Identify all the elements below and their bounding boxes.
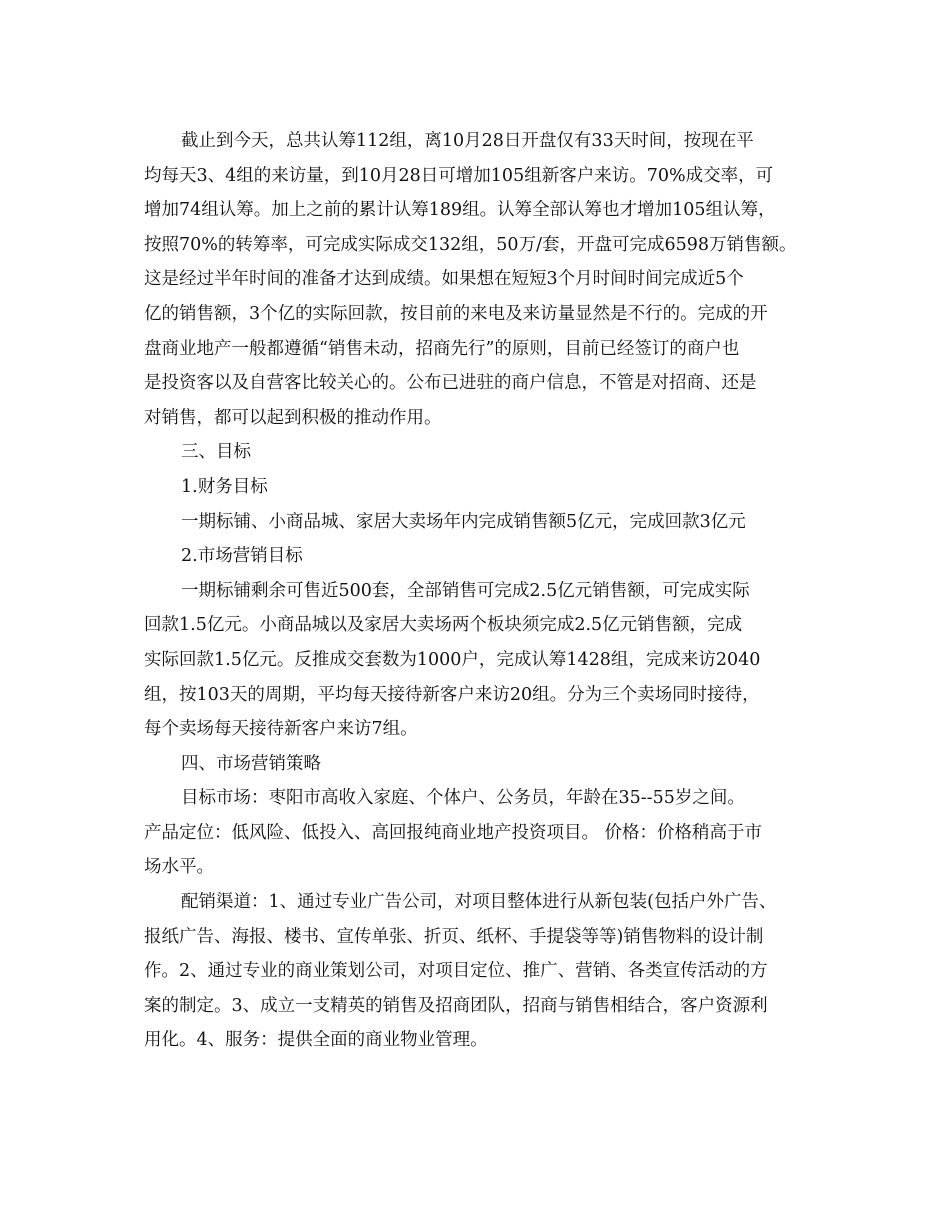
paragraph-line: 均每天3、4组的来访量，到10月28日可增加105组新客户来访。70%成交率，可 <box>144 165 774 186</box>
paragraph-line: 亿的销售额，3个亿的实际回款，按目前的来电及来访量显然是不行的。完成的开 <box>144 303 768 324</box>
document-body <box>144 124 834 1058</box>
paragraph-line: 实际回款1.5亿元。反推成交套数为1000户，完成认筹1428组，完成来访2040 <box>144 649 761 670</box>
paragraph-line: 截止到今天，总共认筹112组，离10月28日开盘仅有33天时间，按现在平 <box>181 131 754 151</box>
paragraph-line: 目标市场：枣阳市高收入家庭、个体户、公务员，年龄在35--55岁之间。 <box>181 788 745 809</box>
section-heading-marketing-strategy: 四、市场营销策略 <box>181 753 321 774</box>
paragraph-line: 报纸广告、海报、楼书、宣传单张、折页、纸杯、手提袋等等)销售物料的设计制 <box>144 926 764 947</box>
paragraph-line: 一期标铺、小商品城、家居大卖场年内完成销售额5亿元，完成回款3亿元 <box>181 511 746 532</box>
subheading-financial-goals: 1.财务目标 <box>181 476 268 497</box>
paragraph-line: 产品定位：低风险、低投入、高回报纯商业地产投资项目。 价格：价格稍高于市 <box>144 822 763 843</box>
paragraph-line: 回款1.5亿元。小商品城以及家居大卖场两个板块须完成2.5亿元销售额，完成 <box>144 615 743 636</box>
paragraph-line: 一期标铺剩余可售近500套，全部销售可完成2.5亿元销售额，可完成实际 <box>181 580 750 601</box>
paragraph-line: 组，按103天的周期，平均每天接待新客户来访20组。分为三个卖场同时接待， <box>144 684 760 705</box>
paragraph-line: 案的制定。3、成立一支精英的销售及招商团队，招商与销售相结合，客户资源利 <box>144 995 768 1016</box>
section-heading-goals: 三、目标 <box>181 442 251 463</box>
paragraph-line: 场水平。 <box>144 857 214 878</box>
paragraph-line: 对销售，都可以起到积极的推动作用。 <box>144 407 442 428</box>
paragraph-line: 配销渠道：1、通过专业广告公司，对项目整体进行从新包装(包括户外广告、 <box>181 892 777 913</box>
paragraph-line: 这是经过半年时间的准备才达到成绩。如果想在短短3个月时间时间完成近5个 <box>144 269 744 290</box>
paragraph-line: 作。2、通过专业的商业策划公司，对项目定位、推广、营销、各类宣传活动的方 <box>144 961 768 982</box>
paragraph-line: 每个卖场每天接待新客户来访7组。 <box>144 719 418 740</box>
paragraph-line: 增加74组认筹。加上之前的累计认筹189组。认筹全部认筹也才增加105组认筹， <box>144 200 776 221</box>
subheading-marketing-goals: 2.市场营销目标 <box>181 546 303 567</box>
paragraph-line: 按照70%的转筹率，可完成实际成交132组，50万/套，开盘可完成6598万销售额。 <box>144 234 797 255</box>
paragraph-line: 盘商业地产一般都遵循“销售未动，招商先行”的原则，目前已经签订的商户也 <box>144 338 740 359</box>
paragraph-line: 用化。4、服务：提供全面的商业物业管理。 <box>144 1030 488 1051</box>
paragraph-line: 是投资客以及自营客比较关心的。公布已进驻的商户信息，不管是对招商、还是 <box>144 373 757 394</box>
